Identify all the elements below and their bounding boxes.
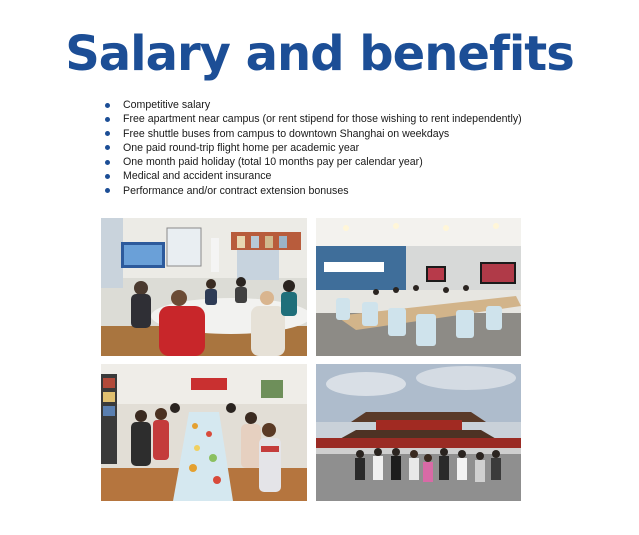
bullet-icon <box>105 103 110 108</box>
bullet-icon <box>105 188 110 193</box>
bullet-icon <box>105 131 110 136</box>
photo-forbidden-city <box>316 364 521 501</box>
bullet-icon <box>105 160 110 165</box>
photo-office-meeting <box>101 218 307 356</box>
benefit-item <box>104 141 522 155</box>
benefit-item <box>104 184 522 198</box>
benefit-text: Free apartment near campus (or rent stipend for those wishing to rent independently) <box>123 113 522 126</box>
benefit-text: Free shuttle buses from campus to downtown Shanghai on weekdays <box>123 127 450 140</box>
bullet-icon <box>105 174 110 179</box>
benefits-list <box>104 98 522 198</box>
benefit-text: Competitive salary <box>123 99 211 111</box>
benefit-item <box>104 169 522 183</box>
photo-holiday-party <box>101 364 307 501</box>
benefit-item <box>104 127 522 141</box>
page-title: Salary and benefits <box>65 26 574 82</box>
benefit-item <box>104 112 522 126</box>
benefit-item <box>104 155 522 169</box>
benefit-text: Medical and accident insurance <box>123 170 272 183</box>
benefit-text: One month paid holiday (total 10 months pay per calendar year) <box>123 156 423 169</box>
bullet-icon <box>105 145 110 150</box>
benefit-item <box>104 98 522 112</box>
bullet-icon <box>105 117 110 122</box>
benefit-text: One paid round-trip flight home per academic year <box>123 141 360 154</box>
photo-conference-room <box>316 218 521 356</box>
benefit-text: Performance and/or contract extension bonuses <box>123 184 349 197</box>
